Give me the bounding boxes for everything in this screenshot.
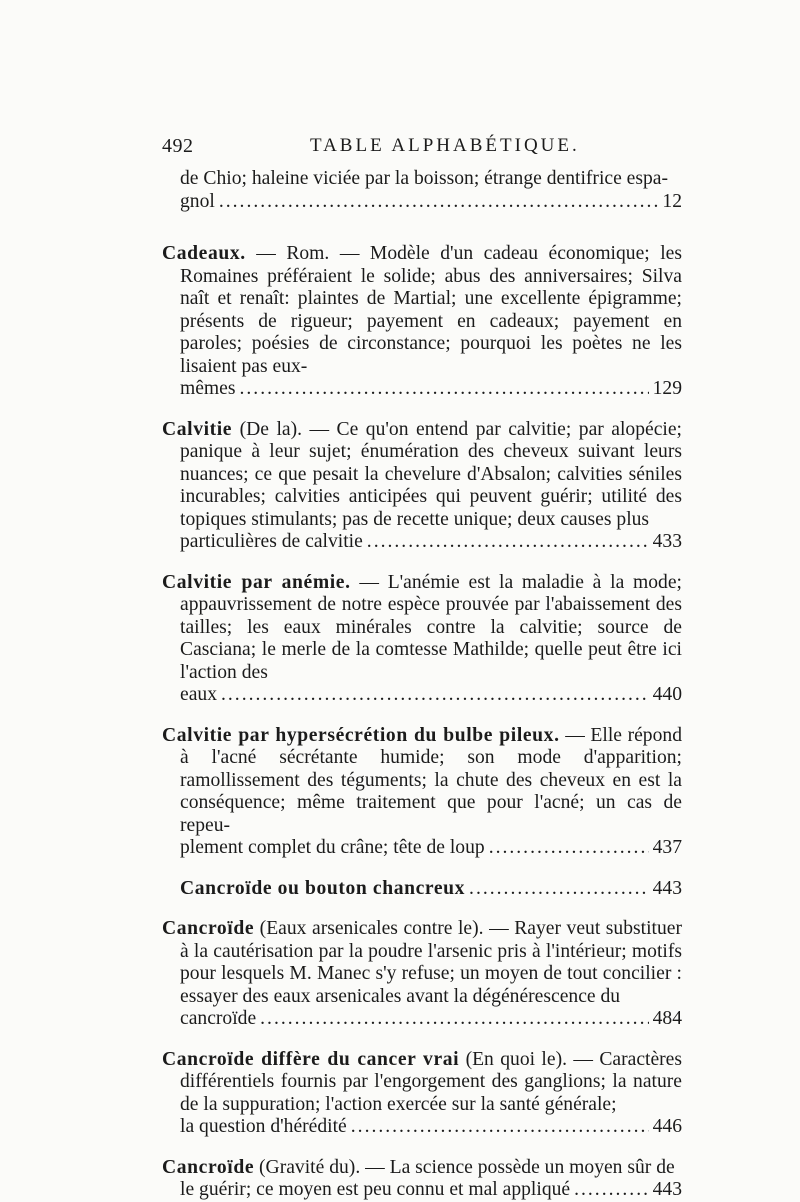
entry-text: (Eaux arsenicales contre le). — Rayer veut substituer à la cautérisation par la poudre l'arsenic pris à l'intérieur; motifs pour lesquels M. Manec s'y refuse; un moyen de tout concilier : essayer des eaux arsenicales avant la dégénérescence du xyxy=(180,918,682,1007)
entry-page-ref: 12 xyxy=(662,190,682,212)
running-title: TABLE ALPHABÉTIQUE. xyxy=(310,135,580,156)
page-header xyxy=(162,135,682,159)
entry-last-text: la question d'hérédité xyxy=(180,1116,347,1137)
page-number: 492 xyxy=(162,135,194,157)
entry-page-ref: 446 xyxy=(652,1116,682,1137)
leader-dots xyxy=(221,684,649,707)
entry-headword: Cadeaux. xyxy=(162,243,246,264)
leader-dots xyxy=(351,1116,649,1139)
entry-text: — Elle répond à l'acné sécrétante humide; son mode d'apparition; ramollissement des téguments; la chute des cheveux en est la conséquence; même traitement que pour l'acné; un cas de repeu- xyxy=(180,724,682,836)
entry-page-ref: 437 xyxy=(652,837,682,858)
entry-last-line xyxy=(180,378,682,401)
leader-dots xyxy=(489,837,649,860)
index-entry-calvitie xyxy=(162,419,682,554)
leader-dots xyxy=(260,1008,648,1031)
entry-headword: Calvitie par anémie. xyxy=(162,571,351,593)
entry-last-line xyxy=(180,191,682,214)
entry-last-text: cancroïde xyxy=(180,1008,257,1029)
index-entry-cancroide-bouton xyxy=(162,878,682,901)
entry-text: de Chio; haleine viciée par la boisson; étrange dentifrice espa- xyxy=(180,168,669,189)
entry-last-text: eaux xyxy=(180,684,217,705)
entry-headword: Calvitie xyxy=(162,418,233,440)
entry-last-line xyxy=(180,878,682,901)
entry-last-line xyxy=(180,684,682,707)
index-entry-cadeaux xyxy=(162,243,682,401)
entry-last-line xyxy=(180,1116,682,1139)
index-entry-calvitie-anemie xyxy=(162,572,682,707)
index-entry-cancroide-gravite xyxy=(162,1157,682,1202)
entry-last-line xyxy=(180,1179,682,1202)
entry-last-text: gnol xyxy=(180,190,215,212)
index-entry-continuation xyxy=(162,168,682,213)
entry-page-ref: 433 xyxy=(652,531,682,552)
entry-last-text: particulières de calvitie xyxy=(180,531,363,552)
entry-page-ref: 484 xyxy=(652,1008,682,1029)
index-content xyxy=(162,168,682,1202)
leader-dots xyxy=(367,531,649,554)
leader-dots xyxy=(574,1179,649,1202)
entry-page-ref: 129 xyxy=(652,378,682,399)
leader-dots xyxy=(240,378,649,401)
entry-last-text: mêmes xyxy=(180,378,236,399)
leader-dots xyxy=(219,191,659,214)
entry-headword: Cancroïde diffère du cancer vrai xyxy=(162,1048,460,1070)
entry-headword: Calvitie par hypersécrétion du bulbe pileux. xyxy=(162,724,560,746)
entry-headword: Cancroïde ou bouton chancreux xyxy=(180,877,466,899)
entry-page-ref: 443 xyxy=(652,877,682,899)
entry-text: — Rom. — Modèle d'un cadeau économique; les Romaines préféraient le solide; abus des anniversaires; Silva naît et renaît: plaintes de Martial; une excellente épigramme; présents de rigueur; payement en cadeaux; payement en paroles; poésies de circonstance; pourquoi les poètes ne les lisaient pas eux- xyxy=(180,243,682,377)
entry-last-line xyxy=(180,837,682,860)
entry-headword: Cancroïde xyxy=(162,1156,255,1178)
entry-text: (De la). — Ce qu'on entend par calvitie; par alopécie; panique à leur sujet; énumération des cheveux suivant leurs nuances; ce que pesait la chevelure d'Absalon; calvities séniles incurables; calvities anticipées qui peuvent guérir; utilité des topiques stimulants; pas de recette unique; deux causes plus xyxy=(180,418,682,530)
leader-dots xyxy=(469,878,649,901)
entry-last-line xyxy=(180,1008,682,1031)
entry-last-text: plement complet du crâne; tête de loup xyxy=(180,837,485,858)
index-entry-cancroide-differe xyxy=(162,1049,682,1139)
entry-text: (En quoi le). — Caractères différentiels fournis par l'engorgement des ganglions; la nature de la suppuration; l'action exercée sur la santé générale; xyxy=(180,1048,682,1115)
entry-headword: Cancroïde xyxy=(162,918,255,939)
entry-page-ref: 440 xyxy=(652,684,682,705)
entry-text: (Gravité du). — La science possède un moyen sûr de xyxy=(259,1156,675,1178)
index-entry-calvitie-hypersecretion xyxy=(162,725,682,860)
entry-page-ref: 443 xyxy=(652,1179,682,1200)
entry-text: — L'anémie est la maladie à la mode; appauvrissement de notre espèce prouvée par l'abaissement des tailles; les eaux minérales contre la calvitie; source de Casciana; le merle de la comtesse Mathilde; quelle peut être ici l'action des xyxy=(180,571,682,683)
index-entry-cancroide-eaux xyxy=(162,918,682,1031)
entry-last-text: le guérir; ce moyen est peu connu et mal appliqué xyxy=(180,1179,571,1200)
entry-last-line xyxy=(180,531,682,554)
